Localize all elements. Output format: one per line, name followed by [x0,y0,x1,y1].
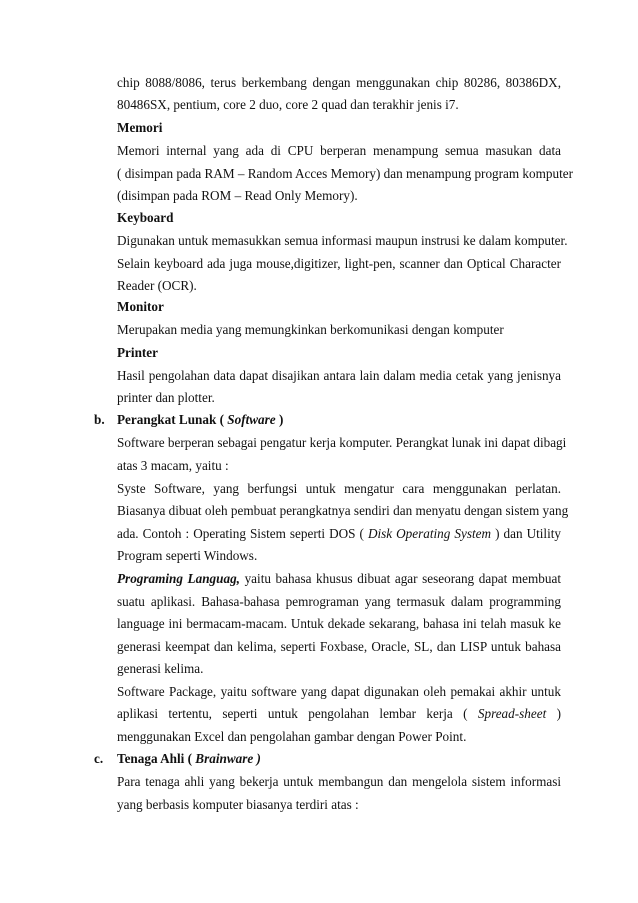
paragraph-line: Program seperti Windows. [117,548,258,563]
paragraph-line: 80486SX, pentium, core 2 duo, core 2 quad dan terakhir jenis i7. [117,97,459,112]
paragraph-line: suatu aplikasi. Bahasa-bahasa pemrograman yang termasuk dalam programming [117,594,561,609]
paragraph-line: generasi keempat dan kelima, seperti Foxbase, Oracle, SL, dan LISP untuk bahasa [117,639,561,654]
paragraph-line: printer dan plotter. [117,390,215,405]
heading-printer: Printer [117,345,159,360]
text-segment: ada. Contoh : Operating Sistem seperti DOS ( [117,526,364,541]
text-segment: ) [556,706,562,721]
heading-tenaga-ahli [117,751,561,767]
text-segment: yaitu bahasa khusus dibuat agar seseorang dapat membuat [244,571,562,586]
paragraph-line: Software Package, yaitu software yang dapat digunakan oleh pemakai akhir untuk [117,684,561,699]
paragraph-line: generasi kelima. [117,661,204,676]
paragraph-line [117,526,561,542]
heading-paren: ) [278,412,284,427]
text-segment: ) dan Utility [495,526,562,541]
text-segment: aplikasi tertentu, seperti untuk pengolahan lembar kerja ( [117,706,468,721]
text-italic: Disk Operating System [367,526,492,541]
list-marker-b: b. [94,412,105,427]
paragraph-line [117,706,561,722]
paragraph-line: ( disimpan pada RAM – Random Acces Memory) dan menampung program komputer [117,166,573,181]
paragraph-line: atas 3 macam, yaitu : [117,458,229,473]
paragraph-line: Biasanya dibuat oleh pembuat perangkatnya sendiri dan menyatu dengan sistem yang [117,503,569,518]
paragraph-line [117,571,561,587]
paragraph-line: Reader (OCR). [117,278,197,293]
paragraph-line: Para tenaga ahli yang bekerja untuk membangun dan mengelola sistem informasi [117,774,561,789]
paragraph-line: language ini bermacam-macam. Untuk dekade sekarang, bahasa ini telah masuk ke [117,616,561,631]
paragraph-line: Software berperan sebagai pengatur kerja komputer. Perangkat lunak ini dapat dibagi [117,435,567,450]
list-marker-c: c. [94,751,104,766]
paragraph-line: Selain keyboard ada juga mouse,digitizer, light-pen, scanner dan Optical Character [117,256,561,271]
paragraph-line: Memori internal yang ada di CPU berperan menampung semua masukan data [117,143,561,158]
paragraph-line: Syste Software, yang berfungsi untuk mengatur cara menggunakan perlatan. [117,481,561,496]
heading-text: Perangkat Lunak ( [117,412,224,427]
heading-paren: ) [256,751,261,766]
heading-term: Software [227,412,276,427]
heading-text: Tenaga Ahli ( [117,751,192,766]
paragraph-line: chip 8088/8086, terus berkembang dengan menggunakan chip 80286, 80386DX, [117,75,561,90]
term-programing-languag: Programing Languag, [117,571,240,586]
paragraph-line: Digunakan untuk memasukkan semua informasi maupun instrusi ke dalam komputer. [117,233,568,248]
paragraph-line: Hasil pengolahan data dapat disajikan antara lain dalam media cetak yang jenisnya [117,368,561,383]
heading-keyboard: Keyboard [117,210,174,225]
paragraph-line: yang berbasis komputer biasanya terdiri atas : [117,797,359,812]
heading-perangkat-lunak [117,412,561,428]
heading-monitor: Monitor [117,299,164,314]
heading-memori: Memori [117,120,163,135]
text-italic: Spread-sheet [477,706,547,721]
paragraph-line: (disimpan pada ROM – Read Only Memory). [117,188,358,203]
heading-term: Brainware [195,751,254,766]
paragraph-line: menggunakan Excel dan pengolahan gambar dengan Power Point. [117,729,467,744]
paragraph-line: Merupakan media yang memungkinkan berkomunikasi dengan komputer [117,322,504,337]
